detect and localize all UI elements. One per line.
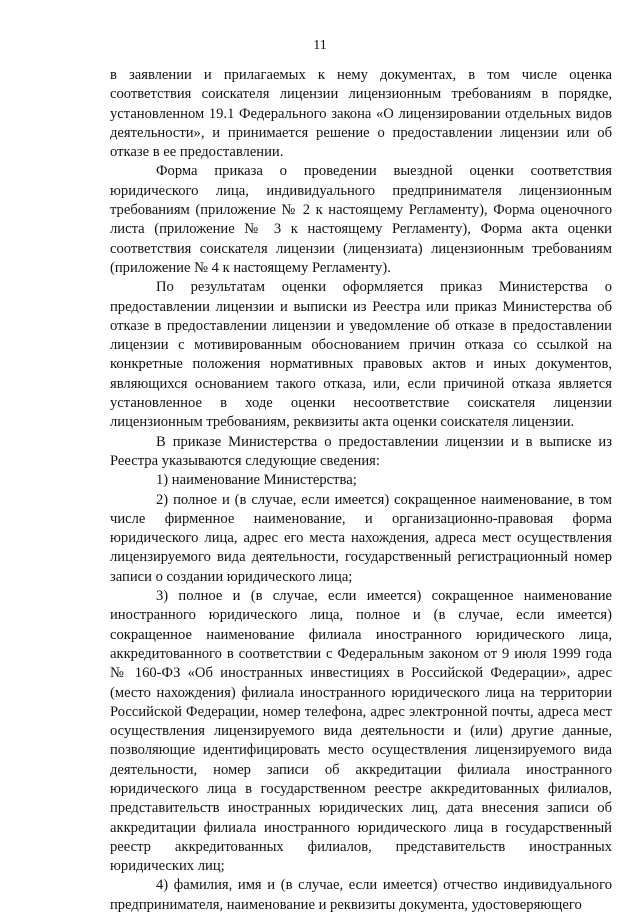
list-item-2: 2) полное и (в случае, если имеется) сокращенное наименование, в том числе фирменное наименование, и организационно-правовая форма юридического лица, адрес его места нахождения, адреса мест осуществления лицензируемого вида деятельности, государственный регистрационный номер записи о создании юридического лица;	[110, 491, 612, 585]
paragraph-continuation: в заявлении и прилагаемых к нему документах, в том числе оценка соответствия соискателя лицензии лицензионным требованиям в порядке, установленном 19.1 Федерального закона «О лицензировании отдельных видов деятельности», и принимается решение о предоставлении лицензии или об отказе в ее предоставлении.	[110, 67, 612, 161]
document-body	[110, 66, 612, 915]
list-item-3: 3) полное и (в случае, если имеется) сокращенное наименование иностранного юридического лица, полное и (в случае, если имеется) сокращенное наименование филиала иностранного юридического лица, аккредитованного в соответствии с Федеральным законом от 9 июля 1999 года № 160-ФЗ «Об иностранных инвестициях в Российской Федерации», адрес (место нахождения) филиала иностранного юридического лица на территории Российской Федерации, номер телефона, адрес электронной почты, адреса мест осуществления лицензируемого вида деятельности и (или) другие данные, позволяющие идентифицировать место осуществления лицензируемого вида деятельности, номер записи об аккредитации филиала иностранного юридического лица в государственном реестре аккредитованных филиалов, представительств иностранных юридических лиц, дата внесения записи об аккредитации филиала иностранного юридического лица в государственный реестр аккредитованных филиалов, представительств иностранных юридических лиц;	[110, 588, 612, 875]
paragraph-assessment-result: По результатам оценки оформляется приказ Министерства о предоставлении лицензии и выписки из Реестра или приказ Министерства об отказе в предоставлении лицензии и уведомление об отказе в предоставлении лицензии с мотивированным обоснованием причин отказа со ссылкой на конкретные положения нормативных правовых актов и иных документов, являющихся основанием такого отказа, или, если причиной отказа является установленное в ходе оценки несоответствие соискателя лицензии лицензионным требованиям, реквизиты акта оценки соискателя лицензии.	[110, 279, 612, 431]
paragraph-order-contents: В приказе Министерства о предоставлении лицензии и в выписке из Реестра указываются следующие сведения:	[110, 433, 612, 469]
page-number: 11	[313, 38, 327, 53]
list-item-1: 1) наименование Министерства;	[156, 472, 357, 489]
paragraph-forms: Форма приказа о проведении выездной оценки соответствия юридического лица, индивидуального предпринимателя лицензионным требованиям (приложение № 2 к настоящему Регламенту), Форма оценочного листа (приложение № 3 к настоящему Регламенту), Форма акта оценки соответствия соискателя лицензии (лицензиата) лицензионным требованиям (приложение № 4 к настоящему Регламенту).	[110, 163, 612, 276]
list-item-4: 4) фамилия, имя и (в случае, если имеется) отчество индивидуального предпринимателя, наименование и реквизиты документа, удостоверяющего	[110, 877, 612, 913]
